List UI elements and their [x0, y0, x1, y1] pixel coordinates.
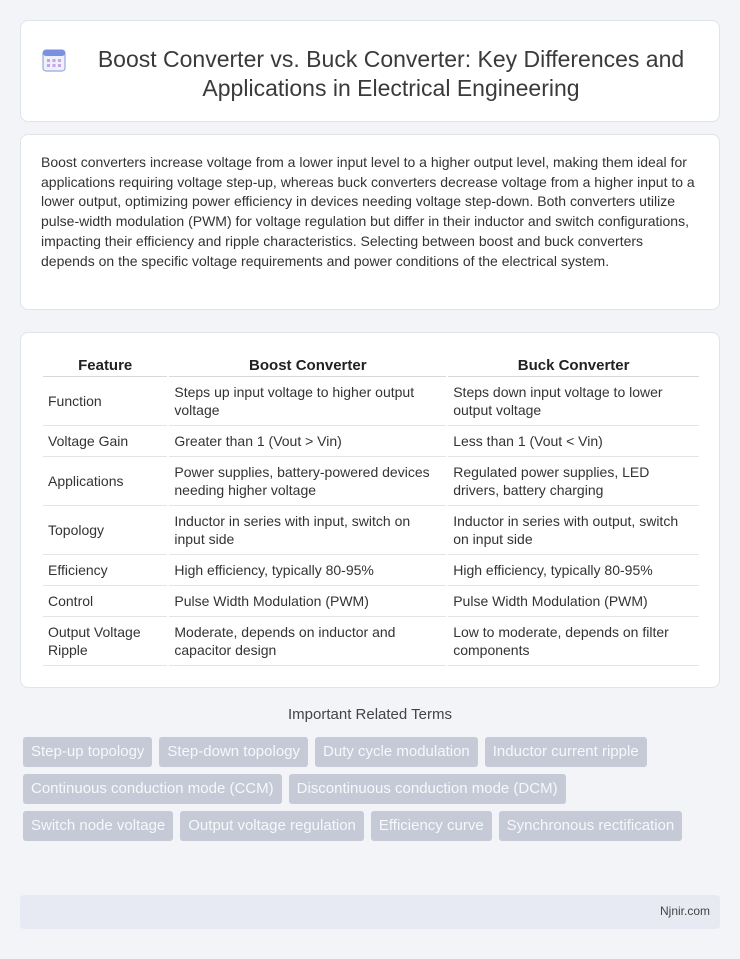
intro-card [20, 134, 720, 310]
table-cell: Less than 1 (Vout < Vin) [448, 426, 699, 457]
term-tag[interactable]: Step-up topology [23, 737, 152, 767]
table-row [43, 377, 699, 426]
table-row [43, 426, 699, 457]
table-cell: Output Voltage Ripple [43, 617, 167, 666]
table-cell: Pulse Width Modulation (PWM) [448, 586, 699, 617]
header-card [20, 20, 720, 122]
table-row [43, 617, 699, 666]
column-header: Buck Converter [448, 353, 699, 377]
table-cell: Control [43, 586, 167, 617]
related-terms-section [20, 706, 720, 841]
table-row [43, 506, 699, 555]
table-cell: Power supplies, battery-powered devices needing higher voltage [169, 457, 446, 506]
table-cell: High efficiency, typically 80-95% [169, 555, 446, 586]
table-cell: Greater than 1 (Vout > Vin) [169, 426, 446, 457]
table-cell: Moderate, depends on inductor and capacitor design [169, 617, 446, 666]
page-title: Boost Converter vs. Buck Converter: Key Differences and Applications in Electrical Engineering [97, 46, 685, 101]
table-row [43, 555, 699, 586]
table-row [43, 586, 699, 617]
table-cell: Efficiency [43, 555, 167, 586]
comparison-table [41, 353, 701, 666]
term-tag[interactable]: Inductor current ripple [485, 737, 647, 767]
term-tag[interactable]: Step-down topology [159, 737, 308, 767]
table-cell: Topology [43, 506, 167, 555]
column-header: Feature [43, 353, 167, 377]
intro-paragraph: Boost converters increase voltage from a lower input level to a higher output level, making them ideal for applications requiring voltage step-up, whereas buck converters decrease voltage from a higher input to a lower output, optimizing power efficiency in devices needing voltage step-down. Both converters utilize pulse-width modulation (PWM) for voltage regulation but differ in their inductor and switch configurations, impacting their efficiency and ripple characteristics. Selecting between boost and buck converters depends on the specific voltage requirements and power conditions of the electrical system. [41, 154, 695, 269]
term-tag[interactable]: Duty cycle modulation [315, 737, 478, 767]
related-terms-heading: Important Related Terms [288, 706, 452, 723]
term-tag[interactable]: Output voltage regulation [180, 811, 364, 841]
column-header: Boost Converter [169, 353, 446, 377]
term-tag[interactable]: Synchronous rectification [499, 811, 683, 841]
related-terms-list [20, 737, 720, 841]
table-row [43, 457, 699, 506]
table-cell: Regulated power supplies, LED drivers, battery charging [448, 457, 699, 506]
table-cell: Steps down input voltage to lower output voltage [448, 377, 699, 426]
table-header-row [43, 353, 699, 377]
comparison-table-card [20, 332, 720, 688]
table-cell: Steps up input voltage to higher output voltage [169, 377, 446, 426]
term-tag[interactable]: Continuous conduction mode (CCM) [23, 774, 282, 804]
term-tag[interactable]: Discontinuous conduction mode (DCM) [289, 774, 566, 804]
table-cell: Pulse Width Modulation (PWM) [169, 586, 446, 617]
calendar-icon [41, 47, 67, 73]
table-cell: Voltage Gain [43, 426, 167, 457]
site-credit[interactable]: Njnir.com [659, 904, 710, 918]
term-tag[interactable]: Efficiency curve [371, 811, 492, 841]
table-cell: Inductor in series with output, switch on input side [448, 506, 699, 555]
footer [20, 895, 720, 929]
table-cell: Applications [43, 457, 167, 506]
table-cell: Function [43, 377, 167, 426]
table-cell: Low to moderate, depends on filter components [448, 617, 699, 666]
table-cell: High efficiency, typically 80-95% [448, 555, 699, 586]
term-tag[interactable]: Switch node voltage [23, 811, 173, 841]
table-cell: Inductor in series with input, switch on input side [169, 506, 446, 555]
